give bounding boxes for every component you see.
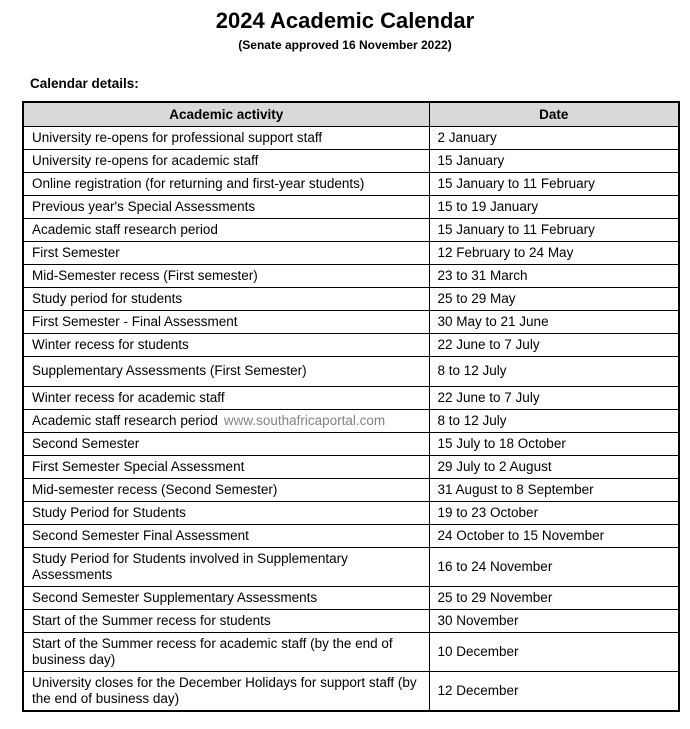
table-row xyxy=(23,632,679,671)
activity-cell xyxy=(23,609,429,632)
table-row xyxy=(23,586,679,609)
activity-cell xyxy=(23,547,429,586)
activity-text: Second Semester xyxy=(32,435,140,451)
date-cell: 12 December xyxy=(429,671,679,711)
activity-cell xyxy=(23,333,429,356)
table-row xyxy=(23,287,679,310)
activity-cell xyxy=(23,126,429,149)
date-cell: 19 to 23 October xyxy=(429,501,679,524)
activity-text: University re-opens for professional support staff xyxy=(32,129,323,145)
table-row xyxy=(23,524,679,547)
activity-cell xyxy=(23,195,429,218)
table-row xyxy=(23,386,679,409)
activity-cell xyxy=(23,478,429,501)
date-cell: 15 July to 18 October xyxy=(429,432,679,455)
date-cell: 15 to 19 January xyxy=(429,195,679,218)
calendar-table xyxy=(22,101,680,712)
watermark-text: www.southafricaportal.com xyxy=(223,412,386,428)
activity-text: First Semester Special Assessment xyxy=(32,458,245,474)
activity-cell xyxy=(23,386,429,409)
activity-cell xyxy=(23,218,429,241)
table-row xyxy=(23,356,679,386)
section-label-calendar-details: Calendar details: xyxy=(30,76,139,91)
activity-cell xyxy=(23,671,429,711)
page-title: 2024 Academic Calendar xyxy=(215,8,475,33)
table-row xyxy=(23,218,679,241)
date-cell: 24 October to 15 November xyxy=(429,524,679,547)
activity-text: Second Semester Supplementary Assessments xyxy=(32,589,318,605)
table-row xyxy=(23,478,679,501)
calendar-table-header xyxy=(23,102,679,126)
table-row xyxy=(23,126,679,149)
table-row xyxy=(23,432,679,455)
activity-cell xyxy=(23,310,429,333)
date-cell: 25 to 29 November xyxy=(429,586,679,609)
activity-cell xyxy=(23,432,429,455)
date-cell: 25 to 29 May xyxy=(429,287,679,310)
date-cell: 8 to 12 July xyxy=(429,356,679,386)
activity-cell xyxy=(23,524,429,547)
table-row xyxy=(23,547,679,586)
header-row xyxy=(23,102,679,126)
date-cell: 22 June to 7 July xyxy=(429,333,679,356)
table-row xyxy=(23,264,679,287)
table-row xyxy=(23,333,679,356)
activity-text: First Semester xyxy=(32,244,120,260)
column-header-academic-activity: Academic activity xyxy=(23,102,429,126)
date-cell: 30 May to 21 June xyxy=(429,310,679,333)
date-cell: 31 August to 8 September xyxy=(429,478,679,501)
activity-cell xyxy=(23,586,429,609)
date-cell: 15 January to 11 February xyxy=(429,172,679,195)
activity-cell xyxy=(23,455,429,478)
table-row xyxy=(23,671,679,711)
activity-text: University closes for the December Holidays for support staff (by the end of business day) xyxy=(32,674,417,706)
activity-text: Study Period for Students xyxy=(32,504,186,520)
date-cell: 10 December xyxy=(429,632,679,671)
date-cell: 2 January xyxy=(429,126,679,149)
table-row xyxy=(23,609,679,632)
table-row xyxy=(23,172,679,195)
activity-text: Academic staff research period xyxy=(32,412,218,428)
table-row xyxy=(23,241,679,264)
activity-text: Previous year's Special Assessments xyxy=(32,198,256,214)
table-row xyxy=(23,310,679,333)
activity-cell xyxy=(23,632,429,671)
date-cell: 23 to 31 March xyxy=(429,264,679,287)
activity-text: Start of the Summer recess for students xyxy=(32,612,271,628)
activity-text: Supplementary Assessments (First Semester) xyxy=(32,363,307,378)
table-row xyxy=(23,195,679,218)
activity-text: Winter recess for students xyxy=(32,336,189,352)
activity-text: Mid-semester recess (Second Semester) xyxy=(32,481,278,497)
date-cell: 29 July to 2 August xyxy=(429,455,679,478)
date-cell: 16 to 24 November xyxy=(429,547,679,586)
date-cell: 30 November xyxy=(429,609,679,632)
activity-cell xyxy=(23,287,429,310)
activity-text: Winter recess for academic staff xyxy=(32,389,225,405)
date-cell: 8 to 12 July xyxy=(429,409,679,432)
activity-cell xyxy=(23,149,429,172)
activity-cell xyxy=(23,241,429,264)
table-row xyxy=(23,501,679,524)
activity-text: Academic staff research period xyxy=(32,221,218,237)
activity-text: University re-opens for academic staff xyxy=(32,152,259,168)
table-row xyxy=(23,455,679,478)
activity-text: Second Semester Final Assessment xyxy=(32,527,249,543)
table-row xyxy=(23,409,679,432)
activity-cell xyxy=(23,356,429,386)
activity-text: First Semester - Final Assessment xyxy=(32,313,238,329)
activity-text: Mid-Semester recess (First semester) xyxy=(32,267,258,283)
activity-cell xyxy=(23,409,429,432)
date-cell: 15 January xyxy=(429,149,679,172)
activity-text: Study Period for Students involved in Supplementary Assessments xyxy=(32,550,348,582)
activity-cell xyxy=(23,264,429,287)
activity-text: Study period for students xyxy=(32,290,183,306)
date-cell: 22 June to 7 July xyxy=(429,386,679,409)
column-header-date: Date xyxy=(429,102,679,126)
date-cell: 12 February to 24 May xyxy=(429,241,679,264)
activity-text: Start of the Summer recess for academic staff (by the end of business day) xyxy=(32,635,393,667)
table-row xyxy=(23,149,679,172)
date-cell: 15 January to 11 February xyxy=(429,218,679,241)
calendar-table-body xyxy=(23,126,679,711)
activity-cell xyxy=(23,172,429,195)
page-subtitle: (Senate approved 16 November 2022) xyxy=(238,38,452,52)
activity-text: Online registration (for returning and first-year students) xyxy=(32,175,365,191)
activity-cell xyxy=(23,501,429,524)
